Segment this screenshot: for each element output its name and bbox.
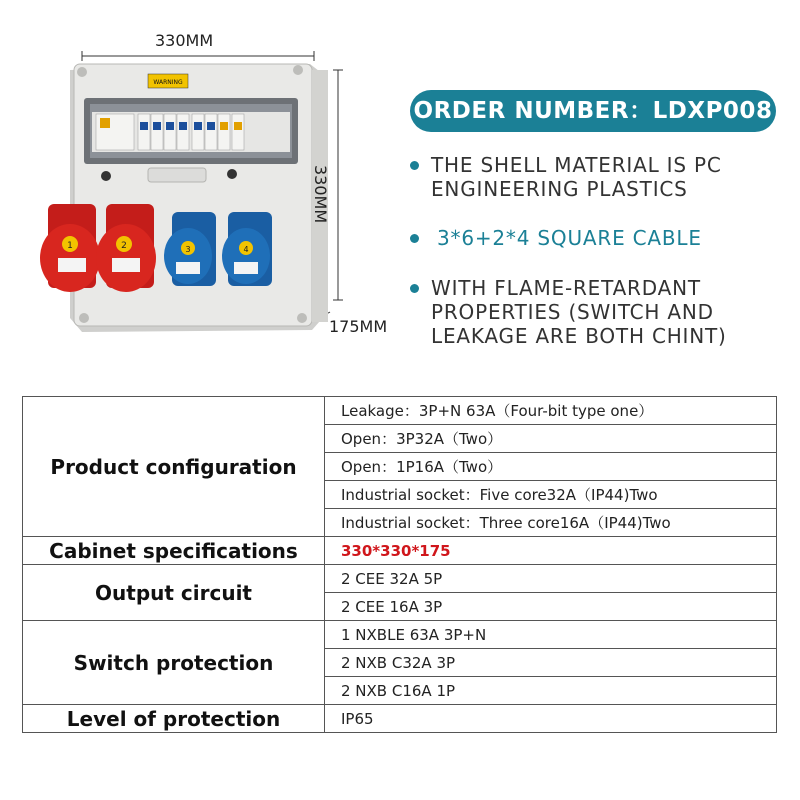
table-cell: 1 NXBLE 63A 3P+N bbox=[325, 621, 777, 649]
feature-shell-material bbox=[410, 153, 790, 201]
table-cell: Industrial socket：Three core16A（IP44)Two bbox=[325, 509, 777, 537]
product-image bbox=[0, 0, 400, 360]
bullet-dot-icon bbox=[410, 284, 419, 293]
svg-text:1: 1 bbox=[67, 241, 73, 251]
depth-dimension: 175MM bbox=[329, 317, 388, 336]
feature-text: WITH FLAME-RETARDANT PROPERTIES (SWITCH AND LEAKAGE ARE BOTH CHINT) bbox=[431, 276, 727, 348]
table-cell: Industrial socket：Five core32A（IP44)Two bbox=[325, 481, 777, 509]
table-row bbox=[23, 537, 777, 565]
table-cell: 2 NXB C32A 3P bbox=[325, 649, 777, 677]
distribution-box-illustration bbox=[0, 0, 400, 360]
svg-text:WARNING: WARNING bbox=[153, 79, 183, 86]
table-cell: 2 CEE 32A 5P bbox=[325, 565, 777, 593]
product-configuration-label: Product configuration bbox=[23, 397, 325, 537]
table-cell: 2 CEE 16A 3P bbox=[325, 593, 777, 621]
table-cell: Open：1P16A（Two） bbox=[325, 453, 777, 481]
width-dimension: 330MM bbox=[155, 31, 214, 50]
output-circuit-label: Output circuit bbox=[23, 565, 325, 621]
cabinet-specifications-label: Cabinet specifications bbox=[23, 537, 325, 565]
socket-4 bbox=[222, 212, 272, 286]
order-number-banner: ORDER NUMBER：LDXP008 bbox=[410, 90, 776, 132]
svg-text:4: 4 bbox=[243, 245, 249, 254]
svg-text:2: 2 bbox=[121, 241, 127, 251]
cabinet-specifications-value: 330*330*175 bbox=[325, 537, 777, 565]
level-of-protection-value: IP65 bbox=[325, 705, 777, 733]
table-cell: 2 NXB C16A 1P bbox=[325, 677, 777, 705]
table-row bbox=[23, 397, 777, 425]
feature-text: 3*6+2*4 SQUARE CABLE bbox=[437, 226, 702, 250]
feature-text: THE SHELL MATERIAL IS PC ENGINEERING PLASTICS bbox=[431, 153, 722, 201]
bullet-dot-icon bbox=[410, 234, 419, 243]
bullet-dot-icon bbox=[410, 161, 419, 170]
feature-cable bbox=[410, 226, 790, 250]
table-row bbox=[23, 621, 777, 649]
switch-protection-label: Switch protection bbox=[23, 621, 325, 705]
feature-flame-retardant bbox=[410, 276, 790, 348]
height-dimension: 330MM bbox=[311, 165, 330, 224]
level-of-protection-label: Level of protection bbox=[23, 705, 325, 733]
table-cell: Leakage：3P+N 63A（Four-bit type one） bbox=[325, 397, 777, 425]
table-row bbox=[23, 705, 777, 733]
table-row bbox=[23, 565, 777, 593]
table-cell: Open：3P32A（Two） bbox=[325, 425, 777, 453]
socket-1 bbox=[40, 204, 100, 292]
svg-text:3: 3 bbox=[185, 245, 191, 254]
specification-table bbox=[22, 396, 777, 733]
